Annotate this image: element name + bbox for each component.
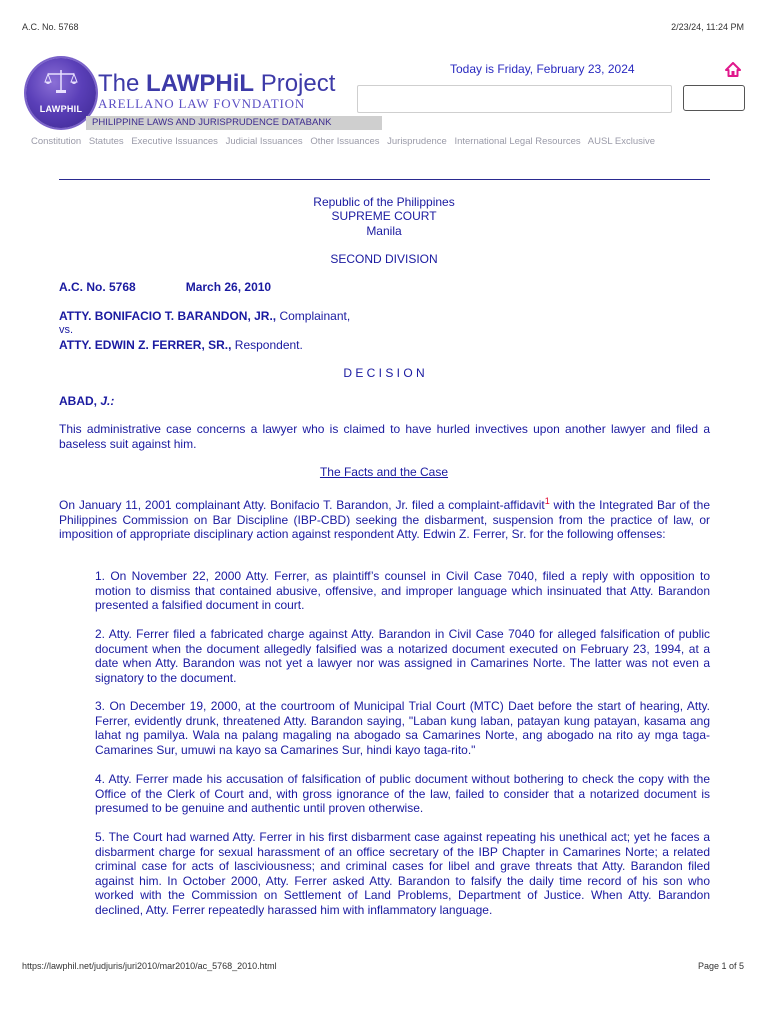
nav-judicial-issuances[interactable]: Judicial Issuances [225,136,303,147]
offense-item-3: 3. On December 19, 2000, at the courtroom of Municipal Trial Court (MTC) Daet before the start of hearing, Atty. Ferrer, evidently drunk, threatened Atty. Barandon saying, "Laban kung laban, patayan kung patayan, kasama ang lahat ng pamilya. Wala na palang magaling na abogado sa Camarines Norte, ang abogado na rito ay mga taga-Camarines Sur, umuwi na kayo sa Camarines Sur, hindi kayo taga-rito." [95,699,710,757]
complainant-name: ATTY. BONIFACIO T. BARANDON, JR., [59,309,277,323]
complainant-line [59,309,710,324]
seal-label: LAWPHIL [39,104,83,114]
nav-executive-issuances[interactable]: Executive Issuances [131,136,218,147]
top-nav [31,136,660,147]
case-number: A.C. No. 5768 [59,280,136,294]
case-date: March 26, 2010 [185,280,272,294]
print-header-datetime: 2/23/24, 11:24 PM [671,22,744,32]
versus: vs. [59,324,74,336]
nav-ausl-exclusive[interactable]: AUSL Exclusive [587,136,656,147]
offense-item-4: 4. Atty. Ferrer made his accusation of falsification of public document without bothering to check the copy with the Office of the Clerk of Court and, with gross ignorance of the law, failed to consider that a notarized document is presumed to be genuine and authentic until proven otherwise. [95,772,710,816]
search-input[interactable] [357,85,672,113]
header-divider [59,179,710,180]
ponente: ABAD, J.: [59,394,115,408]
facts-heading: The Facts and the Case [319,465,449,479]
home-icon[interactable] [725,62,741,78]
court-city: Manila [366,224,402,238]
case-line [59,280,710,295]
nav-international-legal-resources[interactable]: International Legal Resources [454,136,581,147]
nav-jurisprudence[interactable]: Jurisprudence [387,136,447,147]
complainant-role: Complainant, [276,309,351,323]
offense-item-2: 2. Atty. Ferrer filed a fabricated charge against Atty. Barandon in Civil Case 7040 for alleged falsification of public document when the document allegedly falsified was a notarized document executed on February 23, 1994, at a date when Atty. Barandon was not yet a lawyer nor was assigned in Camarines Norte. The latter was not even a signatory to the document. [95,627,710,685]
today-date: Today is Friday, February 23, 2024 [450,62,635,76]
division: SECOND DIVISION [330,252,438,266]
republic-line: Republic of the Philippines [313,195,455,209]
intro-paragraph: This administrative case concerns a lawyer who is claimed to have hurled invectives upon another lawyer and filed a baseless suit against him. [59,422,710,451]
print-footer-page: Page 1 of 5 [697,961,744,971]
footnote-link[interactable]: 1 [544,496,550,506]
respondent-role: Respondent. [231,338,303,352]
nav-statutes[interactable]: Statutes [88,136,124,147]
brand-strip: PHILIPPINE LAWS AND JURISPRUDENCE DATABANK [86,116,382,130]
lawphil-logo[interactable] [26,56,346,132]
nav-other-issuances[interactable]: Other Issuances [310,136,380,147]
brand-subtitle: ARELLANO LAW FOVNDATION [98,96,306,111]
print-footer-url: https://lawphil.net/judjuris/juri2010/mar2010/ac_5768_2010.html [22,961,277,971]
print-header-title: A.C. No. 5768 [22,22,79,32]
facts-paragraph: On January 11, 2001 complainant Atty. Bonifacio T. Barandon, Jr. filed a complaint-affidavit$^1$ with the Integrated Bar of the Philippines Commission on Bar Discipline (IBP-CBD) seeking the disbarment, suspension from the practice of law, or imposition of appropriate disciplinary action against respondent Atty. Edwin Z. Ferrer, Sr. for the following offenses: [59,496,710,542]
decision-heading: D E C I S I O N [343,366,425,380]
nav-constitution[interactable]: Constitution [31,136,82,147]
respondent-name: ATTY. EDWIN Z. FERRER, SR., [59,338,232,352]
brand-title: The LAWPHiL Project [98,70,336,97]
court-name: SUPREME COURT [331,209,437,223]
search-button[interactable] [683,85,745,111]
scales-of-justice-icon [44,68,78,94]
offense-item-5: 5. The Court had warned Atty. Ferrer in his first disbarment case against repeating his unethical act; yet he faces a disbarment charge for sexual harassment of an office secretary of the IBP Chapter in Camarines Norte; a related criminal case for acts of lasciviousness; and criminal cases for libel and grave threats that Atty. Barandon filed against him. In October 2000, Atty. Ferrer asked Atty. Barandon to falsify the daily time record of his son who worked with the Commission on Settlement of Land Problems, Department of Justice. When Atty. Barandon declined, Atty. Ferrer repeatedly harassed him with inflammatory language. [95,830,710,917]
offense-item-1: 1. On November 22, 2000 Atty. Ferrer, as plaintiff’s counsel in Civil Case 7040, filed a reply with opposition to motion to dismiss that contained abusive, offensive, and improper language which insinuated that Atty. Barandon presented a falsified document in court. [95,569,710,613]
respondent-line [59,338,710,353]
